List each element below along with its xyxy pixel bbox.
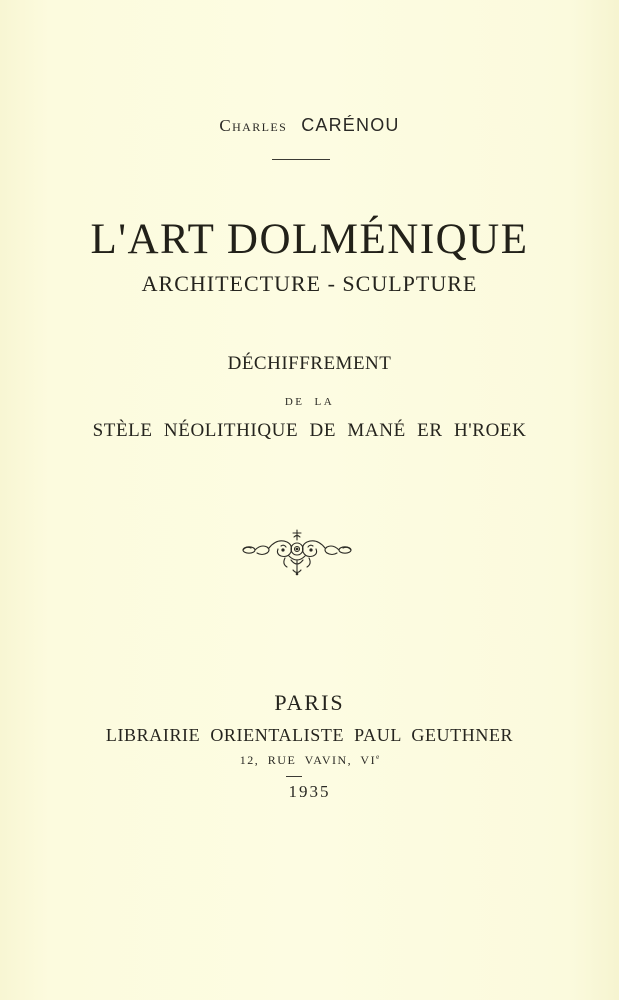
author-line <box>0 115 619 136</box>
imprint-publisher: LIBRAIRIE ORIENTALISTE PAUL GEUTHNER <box>105 725 514 745</box>
topic-line-1: DÉCHIFFREMENT <box>227 353 392 374</box>
topic-line-2-word-1: DE <box>284 396 305 408</box>
book-subtitle: ARCHITECTURE - SCULPTURE <box>141 271 478 296</box>
topic-line-3: STÈLE NÉOLITHIQUE DE MANÉ ER H'ROEK <box>92 420 527 441</box>
imprint-year: 1935 <box>288 782 331 801</box>
imprint-city: PARIS <box>274 690 345 715</box>
author-first-name: Charles <box>219 116 288 135</box>
imprint-divider <box>286 776 302 777</box>
topic-line-2 <box>0 396 619 408</box>
imprint-address-superscript: e <box>376 753 380 761</box>
topic-line-2-word-2: LA <box>314 396 335 408</box>
imprint-address-text: 12, RUE VAVIN, VI <box>239 753 377 767</box>
floral-vignette-icon <box>239 528 355 578</box>
divider-rule <box>272 159 330 160</box>
book-title: L'ART DOLMÉNIQUE <box>90 216 529 263</box>
imprint-address <box>0 753 619 768</box>
author-last-name: CARÉNOU <box>301 115 400 135</box>
